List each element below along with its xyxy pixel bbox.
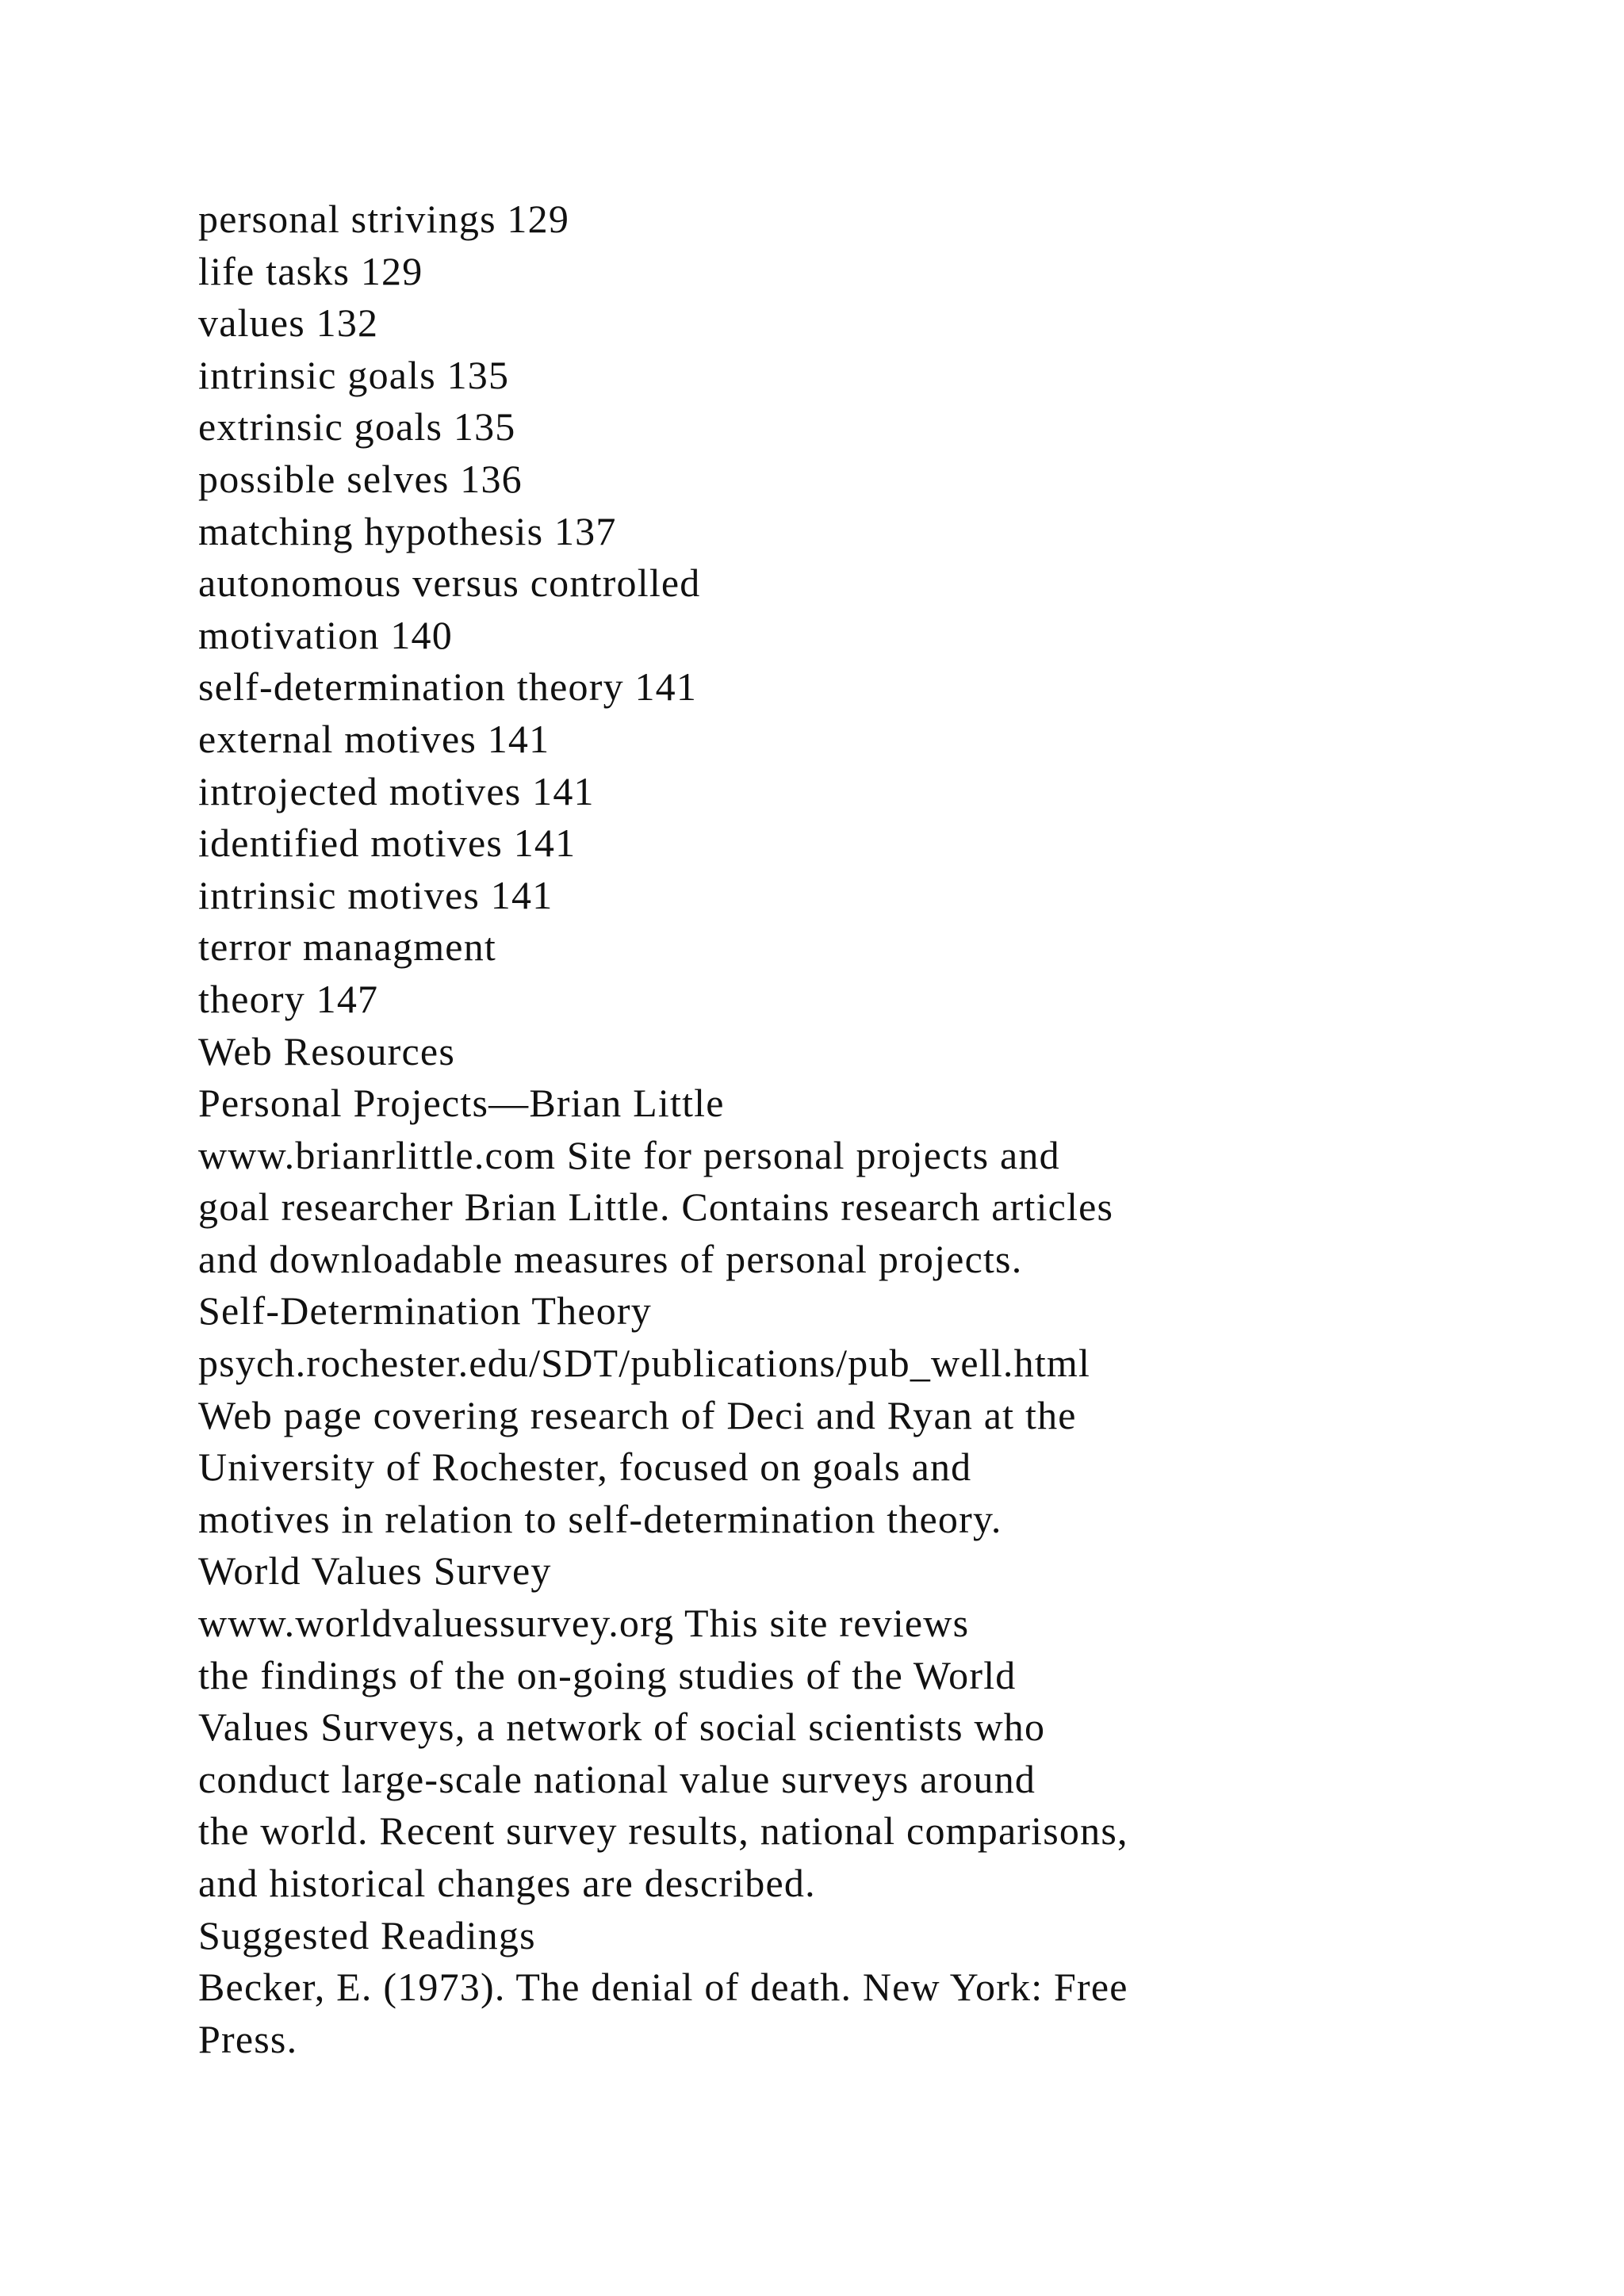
resource-url-line: psych.rochester.edu/SDT/publications/pub_well.html [198, 1341, 1091, 1386]
resource-description-line: the world. Recent survey results, national comparisons, [198, 1808, 1128, 1854]
key-term-self-determination-theory: self-determination theory 141 [198, 664, 698, 710]
resource-description-line: www.worldvaluessurvey.org This site reviews [198, 1601, 970, 1646]
key-term-autonomous-versus-controlled: autonomous versus controlled [198, 561, 701, 606]
key-term-motivation: motivation 140 [198, 612, 453, 657]
key-term-possible-selves: possible selves 136 [198, 456, 523, 501]
key-term-values: values 132 [198, 300, 379, 346]
key-term-terror-managment: terror managment [198, 924, 496, 970]
resource-description-line: www.brianrlittle.com Site for personal projects and [198, 1132, 1060, 1177]
resource-description-line: and historical changes are described. [198, 1861, 816, 1905]
reference-line: Becker, E. (1973). The denial of death. New York: Free [198, 1965, 1128, 2010]
resource-title-personal-projects: Personal Projects—Brian Little [198, 1081, 725, 1126]
resource-description-line: the findings of the on-going studies of the World [198, 1652, 1017, 1697]
document-page [198, 193, 1546, 2065]
key-term-theory: theory 147 [198, 976, 379, 1021]
key-term-intrinsic-goals: intrinsic goals 135 [198, 352, 510, 397]
key-term-external-motives: external motives 141 [198, 716, 550, 761]
key-term-intrinsic-motives: intrinsic motives 141 [198, 872, 553, 917]
resource-description-line: conduct large-scale national value surveys around [198, 1756, 1036, 1801]
key-term-identified-motives: identified motives 141 [198, 821, 576, 866]
section-heading-suggested-readings: Suggested Readings [198, 1912, 536, 1957]
reference-line: Press. [198, 2016, 298, 2061]
key-term-introjected-motives: introjected motives 141 [198, 768, 595, 813]
section-heading-web-resources: Web Resources [198, 1028, 455, 1073]
resource-title-self-determination-theory: Self-Determination Theory [198, 1288, 652, 1334]
resource-description-line: and downloadable measures of personal projects. [198, 1236, 1023, 1281]
resource-description-line: Web page covering research of Deci and Ryan at the [198, 1392, 1077, 1437]
key-term-extrinsic-goals: extrinsic goals 135 [198, 404, 516, 450]
key-term-life-tasks: life tasks 129 [198, 248, 423, 293]
key-term-personal-strivings: personal strivings 129 [198, 197, 570, 241]
resource-description-line: Values Surveys, a network of social scientists who [198, 1705, 1046, 1750]
resource-description-line: motives in relation to self-determination theory. [198, 1496, 1002, 1541]
resource-title-world-values-survey: World Values Survey [198, 1548, 552, 1594]
key-term-matching-hypothesis: matching hypothesis 137 [198, 508, 617, 553]
resource-description-line: goal researcher Brian Little. Contains research articles [198, 1184, 1114, 1230]
resource-description-line: University of Rochester, focused on goals and [198, 1445, 972, 1490]
